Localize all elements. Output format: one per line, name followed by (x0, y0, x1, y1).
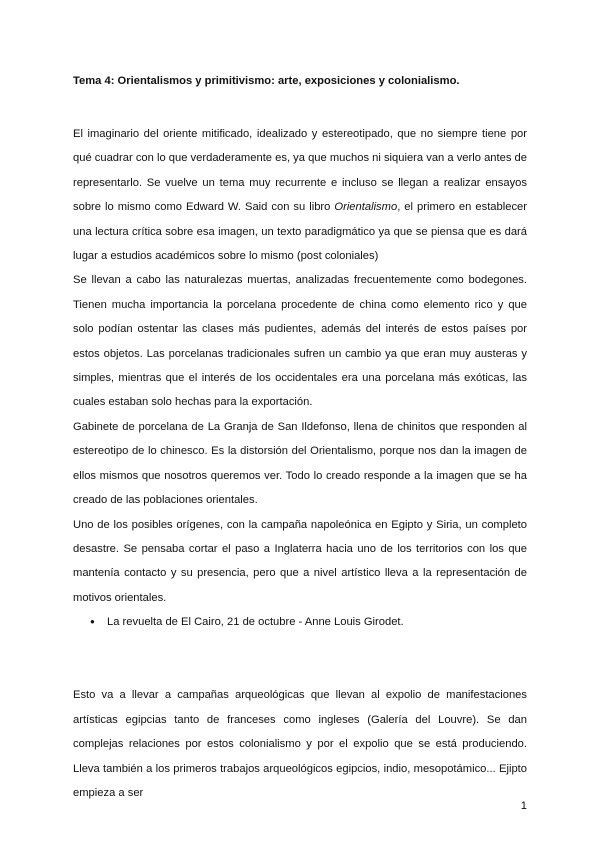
paragraph-spacer (73, 635, 527, 684)
document-body (73, 122, 527, 805)
paragraph-archaeological-campaigns: Esto va a llevar a campañas arqueológicas que llevan al expolio de manifestaciones artísticas egipcias tanto de franceses como ingleses (Galería del Louvre). Se dan complejas relaciones por estos colonialismo y por el expolio que se está produciendo. Lleva también a los primeros trabajos arqueológicos egipcios, indio, mesopotámico... Ejipto empieza a ser (73, 689, 527, 799)
page-number: 1 (520, 800, 527, 812)
paragraph-still-life: Se llevan a cabo las naturalezas muertas, analizadas frecuentemente como bodegones. Tienen mucha importancia la porcelana procedente de china como elemento rico y que solo podían ostentar las clases más pudientes, además del interés de estos países por estos objetos. Las porcelanas tradicionales sufren un cambio ya que eran muy austeras y simples, mientras que el interés de los occidentales era una porcelana más exóticas, las cuales estaban solo hechas para la exportación. (73, 274, 527, 409)
list-item (90, 610, 527, 634)
list-item-text: La revuelta de El Cairo, 21 de octubre - Anne Louis Girodet. (107, 616, 404, 629)
paragraph-orientalism-intro (73, 122, 527, 268)
document-title: Tema 4: Orientalismos y primitivismo: arte, exposiciones y colonialismo. (73, 75, 460, 87)
book-title-italic: Orientalismo (334, 201, 398, 214)
paragraph-napoleonic-campaign: Uno de los posibles orígenes, con la campaña napoleónica en Egipto y Siria, un completo desastre. Se pensaba cortar el paso a Inglaterra hacia uno de los territorios con los que mantenía contacto y su presencia, pero que a nivel artístico lleva a la representación de motivos orientales. (73, 518, 527, 604)
paragraph-porcelain-cabinet: Gabinete de porcelana de La Granja de San Ildefonso, llena de chinitos que responden al estereotipo de lo chinesco. Es la distorsión del Orientalismo, porque nos dan la imagen de ellos mismos que nosotros queremos ver. Todo lo creado responde a la imagen que se ha creado de las poblaciones orientales. (73, 420, 527, 507)
paragraph-text: , el primero en establecer una lectura crítica sobre esa imagen, un texto paradigmático ya que se piensa que es dará lugar a estudios académicos sobre lo mismo (post coloniales) (73, 201, 527, 263)
paragraph-text: El imaginario del oriente mitificado, idealizado y estereotipado, que no siempre tiene por qué cuadrar con lo que verdaderamente es, ya que muchos ni siquiera van a verlo antes de representarlo. Se vuelve un tema muy recurrente e incluso se llegan a realizar ensayos sobre lo mismo como Edward W. Said con su libro (73, 128, 527, 214)
bullet-list (73, 610, 527, 634)
bullet-icon: ● (90, 617, 95, 627)
